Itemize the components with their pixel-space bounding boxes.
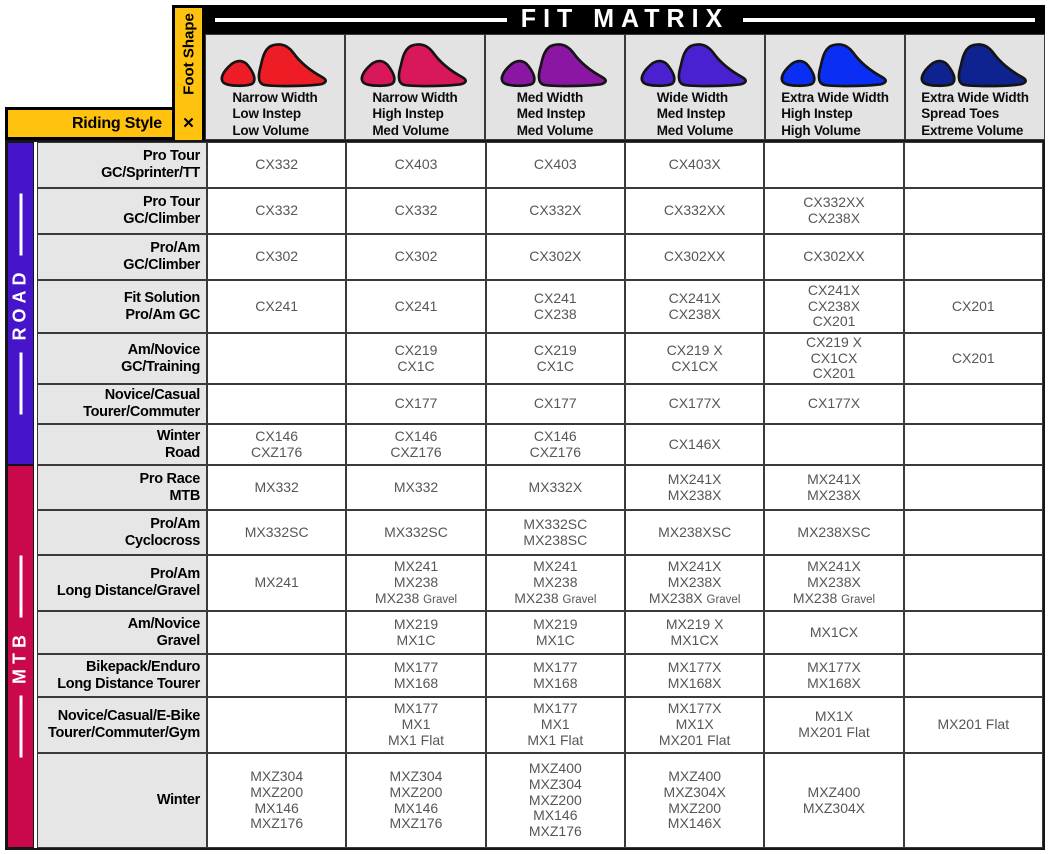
foot-shape-header-row xyxy=(205,34,1045,140)
matrix-cell: CX146 CXZ176 xyxy=(207,424,346,465)
matrix-cell: MX177 MX168 xyxy=(346,654,485,697)
matrix-cell: MX177 MX1 MX1 Flat xyxy=(486,697,625,753)
foot-shape-header-label: Extra Wide Width High Instep High Volume xyxy=(781,90,889,138)
matrix-cell: CX146X xyxy=(625,424,764,465)
matrix-cell: MX241 MX238 MX238 Gravel xyxy=(346,555,485,611)
matrix-cell: MXZ304 MXZ200 MX146 MXZ176 xyxy=(346,753,485,848)
matrix-cell: MX332SC MX238SC xyxy=(486,510,625,555)
matrix-cell: CX403 xyxy=(486,142,625,188)
axis-multiply-symbol: ✕ xyxy=(182,115,195,132)
riding-style-axis-label: Riding Style xyxy=(71,114,162,132)
matrix-cell: MX332SC xyxy=(346,510,485,555)
matrix-cell: CX201 xyxy=(904,280,1043,333)
section-bar-road xyxy=(7,142,34,465)
matrix-cell: CX302X xyxy=(486,234,625,280)
matrix-cell xyxy=(904,654,1043,697)
matrix-cell xyxy=(904,188,1043,234)
matrix-cell: CX241X CX238X xyxy=(625,280,764,333)
matrix-cell: MX177X MX168X xyxy=(625,654,764,697)
riding-style-label: Fit Solution Pro/Am GC xyxy=(37,280,207,333)
riding-style-label: Novice/Casual/E-Bike Tourer/Commuter/Gym xyxy=(37,697,207,753)
matrix-cell: MX332 xyxy=(207,465,346,510)
matrix-cell: MX219 X MX1CX xyxy=(625,611,764,654)
riding-style-label: Novice/Casual Tourer/Commuter xyxy=(37,384,207,424)
matrix-cell: MXZ400 MXZ304X MXZ200 MX146X xyxy=(625,753,764,848)
matrix-cell: CX332 xyxy=(207,188,346,234)
matrix-cell xyxy=(207,654,346,697)
matrix-cell: MXZ400 MXZ304X xyxy=(764,753,903,848)
matrix-cell: MX201 Flat xyxy=(904,697,1043,753)
matrix-cell: MX1CX xyxy=(764,611,903,654)
gravel-suffix: Gravel xyxy=(562,593,597,606)
foot-shape-header-cell xyxy=(625,34,765,140)
foot-shape-icon-extra-wide-spread xyxy=(913,39,1037,90)
matrix-cell: CX241X CX238X CX201 xyxy=(764,280,903,333)
section-bar-dash xyxy=(19,696,22,758)
matrix-cell: CX219 X CX1CX CX201 xyxy=(764,333,903,384)
foot-shape-icon-wide xyxy=(633,39,757,90)
matrix-cell: CX302XX xyxy=(625,234,764,280)
foot-shape-header-label: Wide Width Med Instep Med Volume xyxy=(656,90,734,138)
matrix-cell xyxy=(207,611,346,654)
matrix-cell: CX302 xyxy=(346,234,485,280)
fit-matrix-table xyxy=(5,140,1045,850)
matrix-cell xyxy=(904,555,1043,611)
matrix-cell xyxy=(207,333,346,384)
foot-shape-header-label: Narrow Width High Instep Med Volume xyxy=(372,90,458,138)
matrix-cell: CX201 xyxy=(904,333,1043,384)
matrix-cell: CX332 xyxy=(346,188,485,234)
matrix-cell: CX219 CX1C xyxy=(346,333,485,384)
matrix-cell: CX302XX xyxy=(764,234,903,280)
title-dash-left xyxy=(215,18,507,22)
matrix-cell: CX146 CXZ176 xyxy=(346,424,485,465)
matrix-cell xyxy=(904,142,1043,188)
riding-style-label: Am/Novice Gravel xyxy=(37,611,207,654)
matrix-cell xyxy=(207,697,346,753)
riding-style-label: Pro/Am Long Distance/Gravel xyxy=(37,555,207,611)
matrix-cell: MX219 MX1C xyxy=(486,611,625,654)
matrix-cell: MX241 MX238 MX238 Gravel xyxy=(486,555,625,611)
matrix-cell xyxy=(764,424,903,465)
foot-shape-header-label: Narrow Width Low Instep Low Volume xyxy=(232,90,318,138)
riding-style-label: Winter xyxy=(37,753,207,848)
section-bar-mtb xyxy=(7,465,34,848)
matrix-cell: CX177X xyxy=(625,384,764,424)
matrix-cell: MX332SC xyxy=(207,510,346,555)
matrix-cell: MX219 MX1C xyxy=(346,611,485,654)
matrix-cell: MX332X xyxy=(486,465,625,510)
matrix-cell: CX146 CXZ176 xyxy=(486,424,625,465)
foot-shape-axis-label: Foot Shape xyxy=(180,13,197,95)
matrix-cell xyxy=(904,465,1043,510)
foot-shape-icon-narrow-low xyxy=(213,39,337,90)
matrix-cell xyxy=(904,510,1043,555)
riding-style-label: Winter Road xyxy=(37,424,207,465)
matrix-cell: CX332X xyxy=(486,188,625,234)
section-bar-dash xyxy=(19,193,22,255)
foot-shape-header-cell xyxy=(345,34,485,140)
title-banner xyxy=(205,5,1045,34)
section-label-road: ROAD xyxy=(9,267,29,340)
foot-shape-header-cell xyxy=(905,34,1045,140)
page-title: FIT MATRIX xyxy=(520,4,730,34)
matrix-cell: CX332XX CX238X xyxy=(764,188,903,234)
riding-style-label: Pro Tour GC/Climber xyxy=(37,188,207,234)
foot-shape-header-label: Extra Wide Width Spread Toes Extreme Volume xyxy=(921,90,1029,138)
matrix-cell: CX219 CX1C xyxy=(486,333,625,384)
matrix-cell: MX177X MX168X xyxy=(764,654,903,697)
matrix-cell xyxy=(904,234,1043,280)
matrix-cell xyxy=(904,424,1043,465)
matrix-cell: CX241 xyxy=(207,280,346,333)
foot-shape-axis-strip xyxy=(172,5,205,140)
matrix-cell: MX241X MX238X xyxy=(764,465,903,510)
section-label-mtb: MTB xyxy=(9,629,29,684)
riding-style-label: Pro/Am GC/Climber xyxy=(37,234,207,280)
foot-shape-header-cell xyxy=(205,34,345,140)
foot-shape-header-cell xyxy=(765,34,905,140)
gravel-suffix: Gravel xyxy=(423,593,458,606)
matrix-cell: MX241 xyxy=(207,555,346,611)
foot-shape-icon-med xyxy=(493,39,617,90)
matrix-cell: CX332 xyxy=(207,142,346,188)
matrix-cell: CX177X xyxy=(764,384,903,424)
matrix-cell: MX332 xyxy=(346,465,485,510)
matrix-cell: CX403X xyxy=(625,142,764,188)
riding-style-label: Bikepack/Enduro Long Distance Tourer xyxy=(37,654,207,697)
matrix-cell: MX177 MX168 xyxy=(486,654,625,697)
matrix-cell: MX177X MX1X MX201 Flat xyxy=(625,697,764,753)
matrix-cell xyxy=(764,142,903,188)
matrix-cell: CX332XX xyxy=(625,188,764,234)
matrix-cell: MX241X MX238X MX238X Gravel xyxy=(625,555,764,611)
riding-style-label: Am/Novice GC/Training xyxy=(37,333,207,384)
matrix-cell: CX302 xyxy=(207,234,346,280)
gravel-suffix: Gravel xyxy=(841,593,876,606)
matrix-cell xyxy=(904,384,1043,424)
foot-shape-icon-narrow-high xyxy=(353,39,477,90)
matrix-cell xyxy=(904,611,1043,654)
section-bar-dash xyxy=(19,556,22,618)
section-bar-dash xyxy=(19,352,22,414)
riding-style-label: Pro/Am Cyclocross xyxy=(37,510,207,555)
riding-style-label: Pro Race MTB xyxy=(37,465,207,510)
riding-style-label: Pro Tour GC/Sprinter/TT xyxy=(37,142,207,188)
title-dash-right xyxy=(743,18,1035,22)
matrix-cell: MX241X MX238X xyxy=(625,465,764,510)
matrix-cell xyxy=(207,384,346,424)
matrix-cell: MXZ400 MXZ304 MXZ200 MX146 MXZ176 xyxy=(486,753,625,848)
foot-shape-header-label: Med Width Med Instep Med Volume xyxy=(516,90,594,138)
matrix-cell: CX177 xyxy=(486,384,625,424)
matrix-cell: CX241 CX238 xyxy=(486,280,625,333)
matrix-cell: MX1X MX201 Flat xyxy=(764,697,903,753)
matrix-cell: MX241X MX238X MX238 Gravel xyxy=(764,555,903,611)
gravel-suffix: Gravel xyxy=(706,593,741,606)
matrix-cell: MX238XSC xyxy=(764,510,903,555)
matrix-cell: CX241 xyxy=(346,280,485,333)
matrix-cell: MXZ304 MXZ200 MX146 MXZ176 xyxy=(207,753,346,848)
matrix-cell: CX219 X CX1CX xyxy=(625,333,764,384)
matrix-cell: CX403 xyxy=(346,142,485,188)
matrix-cell: MX238XSC xyxy=(625,510,764,555)
foot-shape-header-cell xyxy=(485,34,625,140)
matrix-cell xyxy=(904,753,1043,848)
matrix-cell: CX177 xyxy=(346,384,485,424)
foot-shape-icon-extra-wide xyxy=(773,39,897,90)
matrix-cell: MX177 MX1 MX1 Flat xyxy=(346,697,485,753)
